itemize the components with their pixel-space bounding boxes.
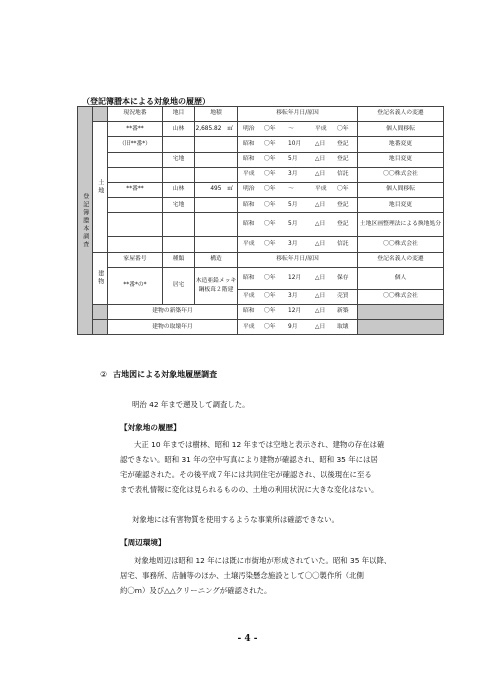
environment-heading: 【周辺環境】 [120, 538, 166, 547]
date-reason: 売買 [337, 293, 349, 300]
date-reason: 登記 [337, 221, 349, 228]
date-reason: 取壊 [337, 323, 349, 330]
header-date-reason: 移転年月日/原因 [238, 107, 358, 122]
table-row [78, 237, 444, 252]
history-line: まで表札情報に変化は見られるものの、土地の利用状況に大きな変化はない。 [120, 485, 379, 494]
date-y: 〇年 [264, 186, 276, 193]
table-row [78, 198, 444, 213]
date-reason: 保存 [337, 274, 349, 281]
date-m: 12月 [288, 274, 302, 281]
table-row [78, 213, 444, 237]
date-reason-cell [238, 137, 358, 152]
date-era: 昭和 [243, 140, 255, 147]
intro-text: 明治 42 年まで遡及して調査した。 [132, 400, 250, 409]
date-m: 3月 [288, 240, 298, 247]
date-reason-cell [238, 267, 358, 289]
date-m: ～ [288, 125, 294, 132]
date-d: △日 [315, 171, 326, 178]
env-line: 対象地周辺は昭和 12 年には既に市街地が形成されていた。昭和 35 年以降、 [134, 556, 392, 565]
date-era: 明治 [243, 125, 255, 132]
date-reason-cell [238, 289, 358, 304]
owner-cell: 〇〇株式会社 [358, 237, 444, 252]
date-m: 5月 [288, 221, 298, 228]
date-d: 平成 [315, 186, 327, 193]
owner-cell: 〇〇株式会社 [358, 167, 444, 182]
date-reason: 新築 [337, 308, 349, 315]
house-no-cell: **番*の* [108, 267, 163, 304]
table-row [78, 252, 444, 267]
date-y: 〇年 [264, 140, 276, 147]
category-cell: 宅地 [163, 152, 195, 167]
table-row [78, 122, 444, 137]
area-cell [195, 198, 238, 213]
date-m: ～ [288, 186, 294, 193]
date-reason: 信託 [337, 240, 349, 247]
header-kind: 種類 [163, 252, 195, 267]
date-reason-cell [238, 167, 358, 182]
owner-cell: 個人間移転 [358, 122, 444, 137]
date-era: 昭和 [243, 221, 255, 228]
header-owner: 登記名義人の変遷 [358, 252, 444, 267]
owner-cell: 個人間移転 [358, 182, 444, 197]
table-caption: （登記簿謄本による対象地の履歴） [82, 97, 210, 106]
date-d: △日 [315, 221, 326, 228]
table-row [78, 267, 444, 289]
demolish-row-label: 建物の取壊年月 [108, 320, 238, 335]
header-category: 地目 [163, 107, 195, 122]
table-row [78, 182, 444, 197]
category-cell: 山林 [163, 122, 195, 137]
side-label: 登記簿謄本調査 [78, 107, 93, 335]
header-house-no: 家屋番号 [108, 252, 163, 267]
history-line: 宅が確認された。その後平成７年には共同住宅が確認され、以後現在に至る [120, 470, 372, 479]
area-cell [195, 137, 238, 152]
table-row [78, 137, 444, 152]
date-reason-cell [238, 182, 358, 197]
area-cell: 2,685.82 ㎡ [195, 122, 238, 137]
history-line: 大正 10 年までは樹林、昭和 12 年までは空地と表示され、建物の存在は確 [134, 440, 385, 449]
date-reason-cell [238, 152, 358, 167]
date-reason-cell [238, 320, 358, 335]
date-m: 12月 [288, 308, 302, 315]
date-reason-cell [238, 237, 358, 252]
lot-cell [108, 198, 163, 213]
section-number: ② [100, 370, 108, 379]
table-row [78, 107, 444, 122]
date-d: △日 [315, 308, 326, 315]
owner-cell: 地目変更 [358, 152, 444, 167]
date-reason-cell [238, 198, 358, 213]
date-d: △日 [315, 240, 326, 247]
area-cell [195, 152, 238, 167]
header-structure: 構造 [195, 252, 238, 267]
date-reason: 〇年 [337, 125, 349, 132]
date-y: 〇年 [264, 125, 276, 132]
section-2-heading [100, 369, 217, 380]
lot-cell [108, 167, 163, 182]
building-label: 建物 [93, 252, 108, 304]
date-d: △日 [315, 140, 326, 147]
date-era: 平成 [243, 171, 255, 178]
owner-cell: 地番変更 [358, 137, 444, 152]
environment-paragraph [120, 553, 436, 598]
new-build-row-label: 建物の新築年月 [108, 304, 238, 319]
owner-cell: 土地区画整理法による換地処分 [358, 213, 444, 237]
date-reason: 登記 [337, 156, 349, 163]
date-y: 〇年 [264, 293, 276, 300]
lot-cell: **番** [108, 182, 163, 197]
date-y: 〇年 [264, 171, 276, 178]
category-cell [163, 213, 195, 237]
date-era: 明治 [243, 186, 255, 193]
date-y: 〇年 [264, 323, 276, 330]
page-number: - 4 - [237, 634, 258, 644]
category-cell: 山林 [163, 182, 195, 197]
date-m: 3月 [288, 171, 298, 178]
date-era: 昭和 [243, 308, 255, 315]
date-reason: 登記 [337, 140, 349, 147]
lot-cell [108, 237, 163, 252]
owner-cell: 個人 [358, 267, 444, 289]
area-cell: 495 ㎡ [195, 182, 238, 197]
area-cell [195, 213, 238, 237]
date-reason-cell [238, 213, 358, 237]
date-m: 5月 [288, 201, 298, 208]
lot-cell [108, 213, 163, 237]
history-heading: 【対象地の履歴】 [120, 423, 181, 432]
date-m: 10月 [288, 140, 302, 147]
kind-cell: 居宅 [163, 267, 195, 304]
env-line: 約〇m）及び△△クリーニングが確認された。 [120, 586, 272, 595]
structure-cell: 木造亜鉛メッキ鋼板葺２階建 [195, 267, 238, 304]
date-reason-cell [238, 304, 358, 319]
date-era: 昭和 [243, 274, 255, 281]
date-y: 〇年 [264, 221, 276, 228]
env-line: 居宅、事務所、店舗等のほか、土壌汚染懸念施設として〇〇製作所（北側 [120, 571, 364, 580]
date-d: △日 [315, 274, 326, 281]
section-title: 古地図による対象地履歴調査 [113, 370, 218, 379]
header-area: 地積 [195, 107, 238, 122]
date-d: △日 [315, 201, 326, 208]
lot-cell: **番** [108, 122, 163, 137]
registry-history-table [77, 106, 444, 335]
note-text: 対象地には有害物質を使用するような事業所は確認できない。 [132, 515, 339, 524]
header-lot: 現況地番 [108, 107, 163, 122]
date-d: △日 [315, 293, 326, 300]
date-y: 〇年 [264, 156, 276, 163]
date-y: 〇年 [264, 308, 276, 315]
table-row [78, 152, 444, 167]
lot-cell [108, 152, 163, 167]
date-y: 〇年 [264, 274, 276, 281]
date-era: 平成 [243, 323, 255, 330]
date-m: 3月 [288, 293, 298, 300]
owner-cell: 地目変更 [358, 198, 444, 213]
owner-cell: 〇〇株式会社 [358, 289, 444, 304]
date-y: 〇年 [264, 240, 276, 247]
header-owner: 登記名義人の変遷 [358, 107, 444, 122]
date-d: △日 [315, 323, 326, 330]
date-era: 昭和 [243, 156, 255, 163]
new-build-row [78, 304, 444, 319]
area-cell [195, 237, 238, 252]
date-m: 5月 [288, 156, 298, 163]
date-reason: 信託 [337, 171, 349, 178]
history-paragraph [120, 437, 436, 497]
date-era: 平成 [243, 240, 255, 247]
demolish-row [78, 320, 444, 335]
category-cell [163, 237, 195, 252]
date-era: 平成 [243, 293, 255, 300]
lot-cell: （旧**番*） [108, 137, 163, 152]
history-line: 認できない。昭和 31 年の空中写真により建物が確認され、昭和 35 年には居 [120, 455, 378, 464]
header-date-reason: 移転年月日/原因 [238, 252, 358, 267]
land-label: 土地 [93, 122, 108, 252]
table-row [78, 167, 444, 182]
area-cell [195, 167, 238, 182]
category-cell [163, 137, 195, 152]
date-m: 9月 [288, 323, 298, 330]
date-reason: 〇年 [337, 186, 349, 193]
date-reason: 登記 [337, 201, 349, 208]
date-era: 昭和 [243, 201, 255, 208]
category-cell: 宅地 [163, 198, 195, 213]
date-reason-cell [238, 122, 358, 137]
category-cell [163, 167, 195, 182]
date-d: 平成 [315, 125, 327, 132]
date-y: 〇年 [264, 201, 276, 208]
date-d: △日 [315, 156, 326, 163]
